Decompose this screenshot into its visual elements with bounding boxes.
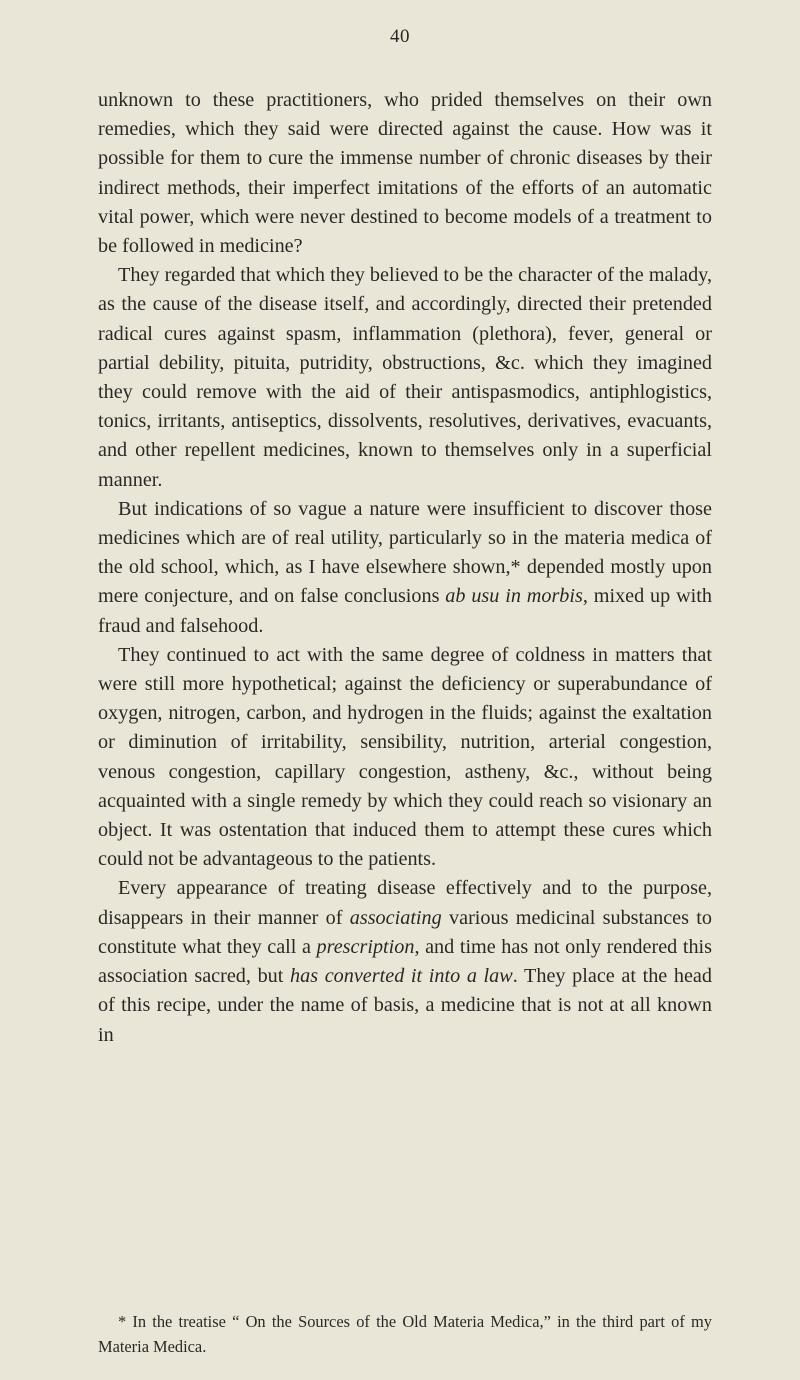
paragraph-4 bbox=[98, 641, 712, 875]
footnote: * In the treatise “ On the Sources of the Old Materia Medica,” in the third part of my Materia Medica. bbox=[98, 1312, 712, 1356]
paragraph-text: , and time has not only rendered this association sacred, but bbox=[98, 935, 712, 988]
paragraph-2 bbox=[98, 261, 712, 495]
italic-phrase: has converted it into a law bbox=[290, 965, 513, 988]
italic-phrase: prescription bbox=[316, 935, 415, 958]
page-number: 40 bbox=[390, 26, 410, 47]
paragraph-text: Every appearance of treating disease effectively and to the purpose, disappears in their manner of bbox=[98, 877, 712, 929]
paragraph-1 bbox=[98, 86, 712, 261]
paragraph-3 bbox=[98, 495, 712, 641]
paragraph-text: . They place at the head of this recipe, under the name of basis, a medicine that is not at all known in bbox=[98, 965, 712, 1046]
body-text bbox=[98, 86, 712, 1050]
paragraph-5 bbox=[98, 874, 712, 1049]
paragraph-text: They continued to act with the same degree of coldness in matters that were still more hypothetical; against the deficiency or superabundance of oxygen, nitrogen, carbon, and hydrogen in the fluids; against the exaltation or diminution of irritability, sensibility, nutrition, arterial congestion, venous congestion, capillary congestion, astheny, &c., without being acquainted with a single remedy by which they could reach so visionary an object. It was ostentation that induced them to attempt these cures which could not be advantageous to the patients. bbox=[98, 643, 712, 871]
paragraph-text: They regarded that which they believed to be the character of the malady, as the cause of the disease itself, and accordingly, directed their pretended radical cures against spasm, inflammation (plethora), fever, general or partial debility, pituita, putridity, obstructions, &c. which they imagined they could remove with the aid of their antispasmodics, antiphlogistics, tonics, irritants, antiseptics, dissolvents, resolutives, derivatives, evacuants, and other repellent medicines, known to themselves only in a superficial manner. bbox=[98, 264, 712, 491]
paragraph-text: various medicinal substances to constitute what they call a bbox=[98, 906, 712, 958]
paragraph-text: , mixed up with fraud and falsehood. bbox=[98, 585, 712, 637]
paragraph-text: But indications of so vague a nature were insufficient to discover those medicines which are of real utility, particularly so in the materia medica of the old school, which, as I have elsewhere shown,* depended mostly upon mere conjecture, and on false conclusions bbox=[98, 497, 712, 608]
paragraph-text: unknown to these practitioners, who prided themselves on their own remedies, which they said were directed against the cause. How was it possible for them to cure the immense number of chronic diseases by their indirect methods, their imperfect imitations of the efforts of an automatic vital power, which were never destined to become models of a treatment to be followed in medicine? bbox=[98, 89, 712, 258]
italic-phrase: associating bbox=[349, 906, 442, 929]
italic-phrase: ab usu in morbis bbox=[445, 585, 583, 608]
